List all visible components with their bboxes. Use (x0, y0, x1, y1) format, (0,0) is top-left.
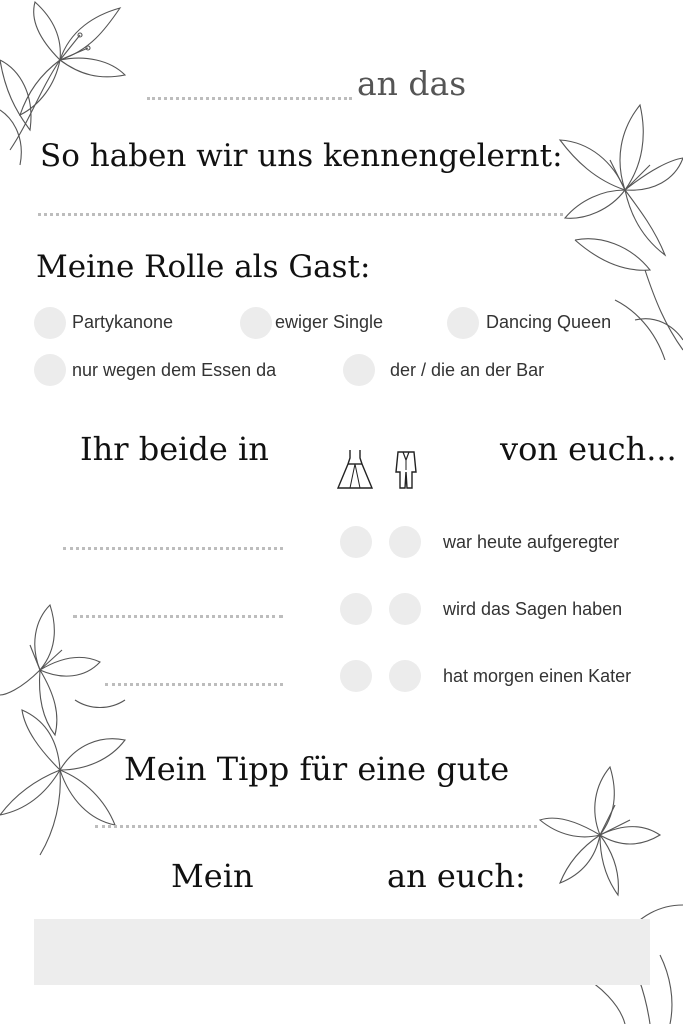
lily-flower-mid-left-icon (0, 600, 135, 860)
role-option-bar: der / die an der Bar (390, 360, 545, 380)
groom-checkbox-kater[interactable] (389, 660, 421, 692)
role-option-ewiger-single: ewiger Single (275, 312, 384, 332)
role-checkbox-partykanone[interactable] (34, 307, 66, 339)
role-option-essen: nur wegen dem Essen da (72, 360, 277, 380)
recipient-fill-line[interactable] (147, 97, 352, 100)
dress-icon (336, 448, 374, 490)
header-an-das: an das (357, 64, 467, 103)
meet-fill-line[interactable] (38, 213, 563, 216)
name-fill-line-1[interactable] (63, 547, 283, 550)
lily-flower-bottom-right-icon (520, 765, 683, 1024)
role-option-dancing-queen: Dancing Queen (486, 312, 612, 332)
role-checkbox-bar[interactable] (343, 354, 375, 386)
role-checkbox-dancing-queen[interactable] (447, 307, 479, 339)
meet-title: So haben wir uns kennengelernt: (40, 138, 563, 174)
wish-title-right: an euch: (387, 857, 526, 895)
bride-checkbox-aufgeregt[interactable] (340, 526, 372, 558)
statement-sagen: wird das Sagen haben (443, 599, 623, 619)
bride-checkbox-kater[interactable] (340, 660, 372, 692)
suit-icon (392, 448, 420, 490)
role-checkbox-ewiger-single[interactable] (240, 307, 272, 339)
role-checkbox-essen[interactable] (34, 354, 66, 386)
tip-title: Mein Tipp für eine gute (124, 750, 510, 788)
groom-checkbox-aufgeregt[interactable] (389, 526, 421, 558)
role-title: Meine Rolle als Gast: (36, 249, 371, 285)
statement-kater: hat morgen einen Kater (443, 666, 632, 686)
statement-aufgeregt: war heute aufgeregter (443, 532, 620, 552)
name-fill-line-2[interactable] (73, 615, 283, 618)
wish-title-left: Mein (171, 857, 254, 895)
wish-text-box[interactable] (34, 919, 650, 985)
couple-title-left: Ihr beide in (80, 430, 269, 468)
name-fill-line-3[interactable] (105, 683, 283, 686)
role-option-partykanone: Partykanone (72, 312, 174, 332)
groom-checkbox-sagen[interactable] (389, 593, 421, 625)
tip-fill-line[interactable] (95, 825, 537, 828)
couple-title-right: von euch... (500, 430, 677, 468)
bride-checkbox-sagen[interactable] (340, 593, 372, 625)
